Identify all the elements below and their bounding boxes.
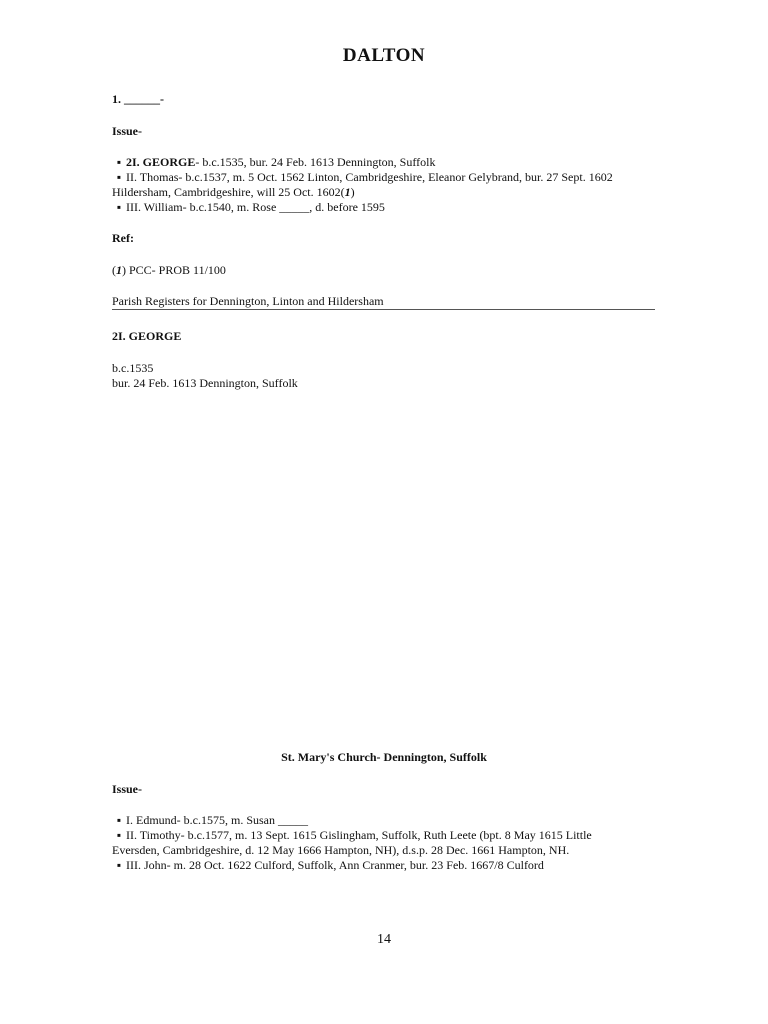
birth-line: b.c.1535 xyxy=(112,361,154,375)
photo-caption: St. Mary's Church- Dennington, Suffolk xyxy=(281,750,487,764)
issue-list-1 xyxy=(112,155,660,215)
ref-marker: 1 xyxy=(344,185,351,199)
ref-marker: 1 xyxy=(116,263,122,277)
child-details: II. Timothy- b.c.1577, m. 13 Sept. 1615 Gislingham, Suffolk, Ruth Leete (bpt. 8 May 1615 Little xyxy=(126,828,592,842)
ref-open: ( xyxy=(112,263,116,277)
ref-close: ) xyxy=(350,185,355,199)
page-title: DALTON xyxy=(342,45,426,66)
list-item xyxy=(112,858,660,873)
list-item xyxy=(112,170,660,200)
generation-1-heading: 1. ______- xyxy=(112,92,164,106)
bullet-icon: ▪ xyxy=(116,170,122,184)
ref-text: ) PCC- PROB 11/100 xyxy=(122,263,226,277)
list-item xyxy=(112,813,660,828)
list-item xyxy=(112,155,660,170)
generation-2-heading: 2I. GEORGE xyxy=(112,329,182,343)
child-details: III. John- m. 28 Oct. 1622 Culford, Suffolk, Ann Cranmer, bur. 23 Feb. 1667/8 Culford xyxy=(126,858,544,872)
bullet-icon: ▪ xyxy=(116,828,122,842)
ref-label: Ref: xyxy=(112,231,134,245)
section-divider xyxy=(112,309,655,310)
issue-list-2 xyxy=(112,813,660,873)
child-details: - b.c.1535, bur. 24 Feb. 1613 Dennington, Suffolk xyxy=(195,155,436,169)
page-number: 14 xyxy=(377,932,391,947)
child-details-cont: Hildersham, Cambridgeshire, will 25 Oct. 1602( xyxy=(112,185,345,199)
child-details-cont: Eversden, Cambridgeshire, d. 12 May 1666 Hampton, NH), d.s.p. 28 Dec. 1661 Hampton, NH. xyxy=(112,843,570,857)
bullet-icon: ▪ xyxy=(116,813,122,827)
child-details: I. Edmund- b.c.1575, m. Susan _____ xyxy=(126,813,308,827)
child-details: III. William- b.c.1540, m. Rose _____, d. before 1595 xyxy=(126,200,385,214)
child-details: II. Thomas- b.c.1537, m. 5 Oct. 1562 Linton, Cambridgeshire, Eleanor Gelybrand, bur. 27 Sept. 1602 xyxy=(126,170,613,184)
issue-label-2: Issue- xyxy=(112,782,143,796)
child-name-link[interactable]: 2I. GEORGE xyxy=(126,155,196,169)
burial-line: bur. 24 Feb. 1613 Dennington, Suffolk xyxy=(112,376,298,390)
reference-1 xyxy=(112,263,226,278)
bullet-icon: ▪ xyxy=(116,155,122,169)
reference-2: Parish Registers for Dennington, Linton and Hildersham xyxy=(112,294,384,308)
issue-label-1: Issue- xyxy=(112,124,143,138)
list-item xyxy=(112,200,660,215)
list-item xyxy=(112,828,660,858)
bullet-icon: ▪ xyxy=(116,858,122,872)
bullet-icon: ▪ xyxy=(116,200,122,214)
